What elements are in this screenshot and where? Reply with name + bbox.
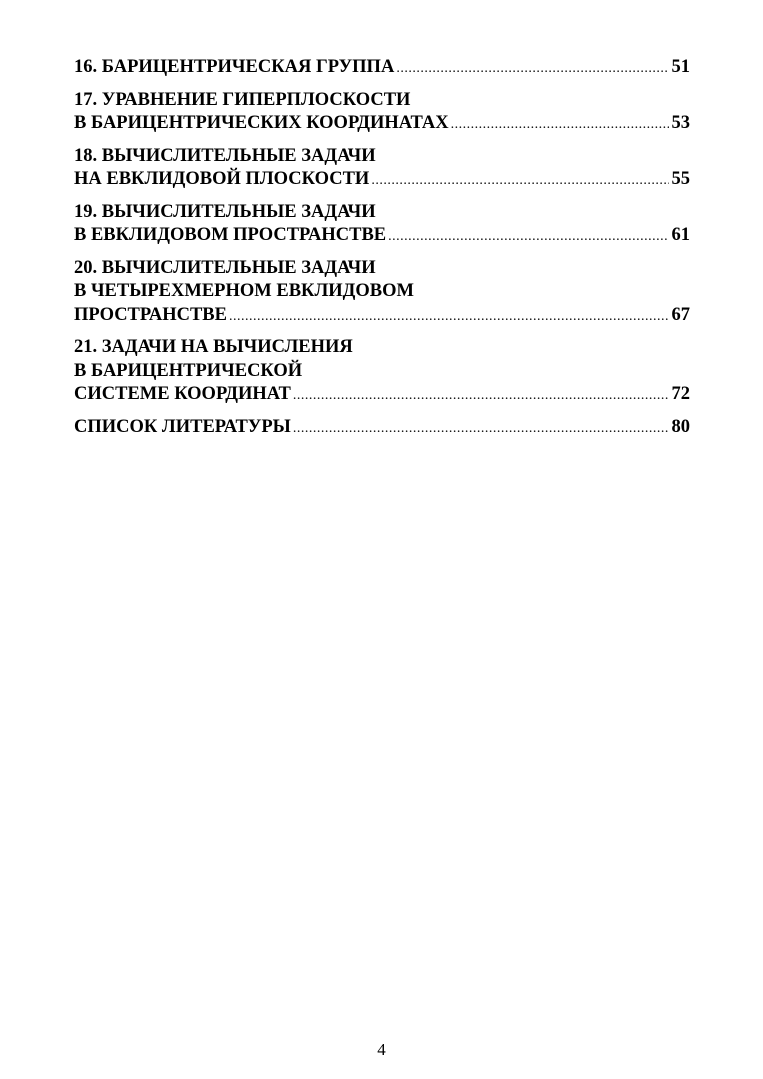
toc-entry-title-line: 20. ВЫЧИСЛИТЕЛЬНЫЕ ЗАДАЧИ (74, 257, 376, 278)
toc-entry-title-line: 17. УРАВНЕНИЕ ГИПЕРПЛОСКОСТИ (74, 89, 411, 110)
dot-leader (371, 169, 668, 193)
toc-entry-title: В БАРИЦЕНТРИЧЕСКИХ КООРДИНАТАХ (74, 113, 449, 133)
toc-entry (74, 89, 690, 137)
toc-entry-title-line: 18. ВЫЧИСЛИТЕЛЬНЫЕ ЗАДАЧИ (74, 145, 376, 166)
toc-entry-title-row (74, 416, 690, 441)
toc-entry-title-line: В БАРИЦЕНТРИЧЕСКОЙ (74, 360, 303, 381)
table-of-contents (74, 56, 690, 448)
toc-entry-title: СПИСОК ЛИТЕРАТУРЫ (74, 416, 291, 437)
toc-entry-title: НА ЕВКЛИДОВОЙ ПЛОСКОСТИ (74, 169, 370, 189)
toc-entry-title-row (74, 56, 690, 81)
toc-entry-title-row (74, 168, 690, 193)
toc-entry (74, 257, 690, 329)
toc-page-number: 72 (671, 384, 690, 404)
toc-page-number: 67 (671, 304, 690, 325)
dot-leader (388, 225, 668, 249)
toc-entry-title: СИСТЕМЕ КООРДИНАТ (74, 384, 291, 404)
toc-page-number: 61 (671, 225, 690, 245)
toc-entry-title-line: 19. ВЫЧИСЛИТЕЛЬНЫЕ ЗАДАЧИ (74, 201, 376, 222)
toc-entry-title-line: 21. ЗАДАЧИ НА ВЫЧИСЛЕНИЯ (74, 337, 353, 357)
toc-entry (74, 201, 690, 249)
dot-leader (451, 113, 669, 137)
toc-entry-title-row (74, 224, 690, 249)
toc-page-number: 51 (671, 57, 690, 77)
toc-entry-title-row (74, 383, 690, 408)
dot-leader (396, 57, 668, 81)
toc-entry (74, 145, 690, 193)
dot-leader (293, 417, 669, 441)
toc-entry (74, 56, 690, 81)
toc-entry-title: 16. БАРИЦЕНТРИЧЕСКАЯ ГРУППА (74, 57, 395, 77)
toc-entry (74, 336, 690, 408)
toc-entry-title: ПРОСТРАНСТВЕ (74, 304, 227, 325)
toc-page-number: 55 (671, 169, 690, 189)
toc-entry-title: В ЕВКЛИДОВОМ ПРОСТРАНСТВЕ (74, 225, 387, 245)
toc-entry (74, 416, 690, 441)
toc-entry-title-row (74, 112, 690, 137)
toc-entry-title-line: В ЧЕТЫРЕХМЕРНОМ ЕВКЛИДОВОМ (74, 281, 414, 301)
toc-page-number: 53 (671, 113, 690, 133)
page-number: 4 (377, 1040, 386, 1059)
toc-page-number: 80 (671, 416, 690, 437)
dot-leader (293, 384, 669, 408)
toc-entry-title-row (74, 304, 690, 329)
dot-leader (229, 305, 669, 329)
